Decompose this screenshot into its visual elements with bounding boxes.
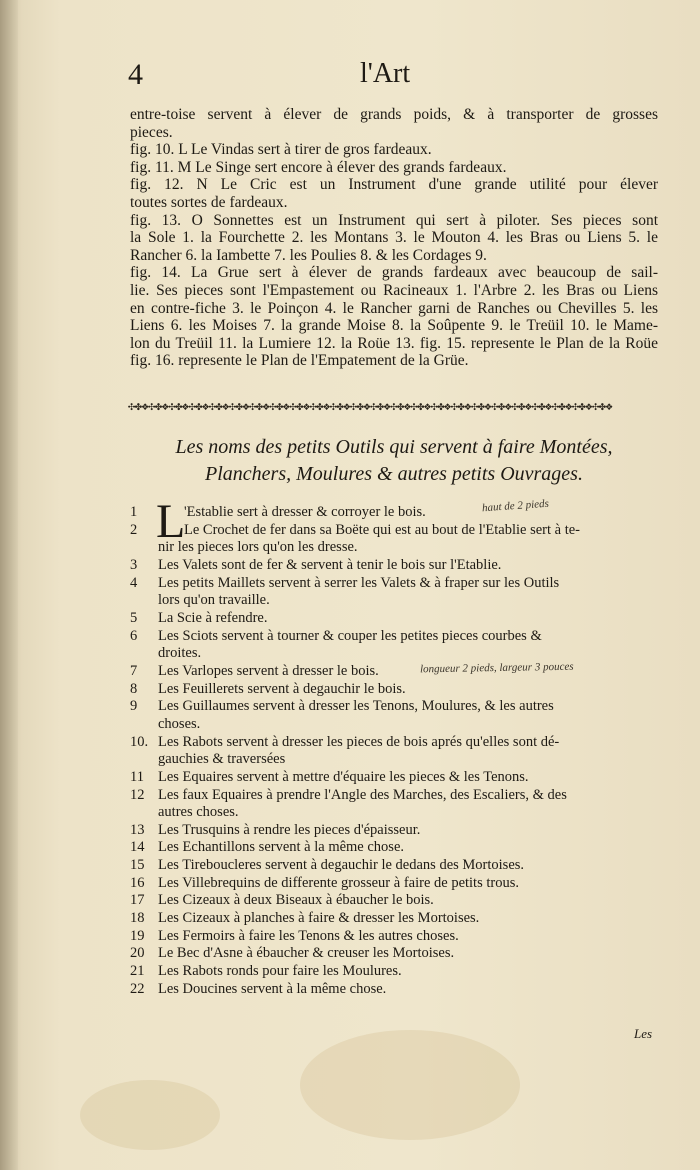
- spine-shadow: [0, 0, 18, 1170]
- item-text: 'Establie sert à dresser & corroyer le bois.: [184, 504, 426, 520]
- page-number: 4: [128, 58, 143, 91]
- item-text: Les Rabots servent à dresser les pieces de bois aprés qu'elles sont dé-: [158, 733, 560, 750]
- item-number: 13: [130, 821, 145, 838]
- ornament-band: ✣✤❖✣✤❖✣✤❖✣✤❖✣✤❖✣✤❖✣✤❖✣✤❖✣✤❖✣✤❖✣✤❖✣✤❖✣✤❖✣✤❖✣✤❖✣✤❖✣✤❖✣✤❖✣✤❖✣✤❖✣✤❖✣✤❖✣✤❖✣✤❖: [128, 399, 613, 413]
- item-text: Les Trusquins à rendre les pieces d'épaisseur.: [158, 821, 421, 838]
- list-item: [130, 734, 658, 752]
- text-line: en contre-fiche 3. le Poinçon 4. le Rancher garni de Ranches ou Chevilles 5. les: [130, 299, 658, 317]
- section-heading: [130, 434, 658, 488]
- list-item: [130, 522, 658, 540]
- item-number: 7: [130, 662, 138, 679]
- item-text: Les Varlopes servent à dresser le bois.: [158, 662, 379, 679]
- item-text: Les Tireboucleres servent à degauchir le dedans des Mortoises.: [158, 857, 525, 874]
- item-text: Les Sciots servent à tourner & couper les petites pieces courbes &: [158, 627, 542, 644]
- item-number: 19: [130, 927, 145, 944]
- handwritten-note: longueur 2 pieds, largeur 3 pouces: [419, 660, 574, 676]
- item-number: 8: [130, 680, 138, 697]
- list-item: [130, 910, 658, 928]
- item-text: autres choses.: [158, 804, 239, 821]
- text-line: fig. 13. O Sonnettes est un Instrument qui sert à piloter. Ses pieces sont: [130, 211, 658, 229]
- item-text: Le Crochet de fer dans sa Boëte qui est au bout de l'Etablie sert à te-: [184, 521, 580, 538]
- item-text: Les petits Maillets servent à serrer les Valets & à fraper sur les Outils: [158, 574, 560, 591]
- text-line: fig. 11. M Le Singe sert encore à élever des grands fardeaux.: [130, 158, 507, 176]
- item-number: 20: [130, 945, 145, 962]
- item-text: Les Echantillons servent à la même chose.: [158, 839, 405, 856]
- list-item: [130, 504, 658, 522]
- list-item: [130, 592, 658, 610]
- water-stain: [300, 1030, 520, 1140]
- item-text: Les Equaires servent à mettre d'équaire les pieces & les Tenons.: [158, 768, 529, 785]
- item-number: 17: [130, 892, 145, 909]
- list-item: [130, 660, 658, 681]
- text-line: fig. 16. represente le Plan de l'Empatement de la Grüe.: [130, 352, 469, 370]
- tool-list: [130, 504, 658, 998]
- item-number: 12: [130, 786, 145, 803]
- text-line: fig. 14. La Grue sert à élever de grands fardeaux avec beaucoup de sail-: [130, 264, 658, 282]
- water-stain: [80, 1080, 220, 1150]
- list-item: [130, 539, 658, 557]
- list-item: [130, 610, 658, 628]
- item-number: 2: [130, 521, 138, 538]
- item-number: 16: [130, 874, 145, 891]
- item-text: Les Cizeaux à planches à faire & dresser les Mortoises.: [158, 910, 480, 927]
- item-number: 15: [130, 857, 145, 874]
- text-line: pieces.: [130, 123, 173, 141]
- list-item: [130, 804, 658, 822]
- list-item: [130, 981, 658, 999]
- item-text: Les Valets sont de fer & servent à tenir le bois sur l'Etablie.: [158, 556, 502, 573]
- item-text: Les Guillaumes servent à dresser les Tenons, Moulures, & les autres: [158, 698, 554, 715]
- list-item: [130, 822, 658, 840]
- handwritten-note: haut de 2 pieds: [481, 497, 550, 515]
- text-line: fig. 12. N Le Cric est un Instrument d'une grande utilité pour élever: [130, 176, 658, 194]
- item-text: La Scie à refendre.: [158, 609, 268, 626]
- heading-line-1: Les noms des petits Outils qui servent à faire Montées,: [175, 436, 613, 458]
- list-item: [130, 575, 658, 593]
- item-text: Les Cizeaux à deux Biseaux à ébaucher le bois.: [158, 892, 434, 909]
- list-item: [130, 557, 658, 575]
- item-text: Les Doucines servent à la même chose.: [158, 980, 387, 997]
- item-text: droites.: [158, 645, 202, 662]
- item-number: 10.: [130, 733, 149, 750]
- item-text: Les Feuillerets servent à degauchir le bois.: [158, 680, 406, 697]
- list-item: [130, 645, 658, 663]
- heading-line-2: Planchers, Moulures & autres petits Ouvrages.: [205, 463, 583, 485]
- text-line: toutes sortes de fardeaux.: [130, 193, 288, 211]
- item-number: 1: [130, 504, 138, 520]
- list-item: [130, 945, 658, 963]
- item-number: 4: [130, 574, 138, 591]
- item-number: 9: [130, 698, 138, 715]
- item-number: 6: [130, 627, 138, 644]
- catchword: Les: [634, 1026, 653, 1041]
- text-line: fig. 10. L Le Vindas sert à tirer de gros fardeaux.: [130, 141, 432, 159]
- text-line: Liens 6. les Moises 7. la grande Moise 8. la Soûpente 9. le Treüil 10. le Mame-: [130, 317, 658, 335]
- list-item: [130, 928, 658, 946]
- text-line: lie. Ses pieces sont l'Empastement ou Racineaux 1. l'Arbre 2. les Bras ou Liens: [130, 281, 658, 299]
- item-number: 5: [130, 609, 138, 626]
- item-text: lors qu'on travaille.: [158, 592, 270, 609]
- text-line: lon du Treüil 11. la Lumiere 12. la Roüe 13. fig. 15. represente le Plan de la Roüe: [130, 334, 658, 352]
- drop-cap: L: [156, 495, 186, 548]
- item-text: Les Rabots ronds pour faire les Moulures.: [158, 963, 402, 980]
- text-line: entre-toise servent à élever de grands poids, & à transporter de grosses: [130, 106, 658, 123]
- item-number: 22: [130, 980, 145, 997]
- list-item: [130, 769, 658, 787]
- item-number: 3: [130, 556, 138, 573]
- item-text: choses.: [158, 715, 201, 732]
- figure-descriptions: [130, 106, 658, 370]
- text-line: Rancher 6. la Iambette 7. les Poulies 8. & les Cordages 9.: [130, 246, 487, 264]
- list-item: [130, 681, 658, 699]
- item-number: 21: [130, 963, 145, 980]
- item-text: Le Bec d'Asne à ébaucher & creuser les Mortoises.: [158, 945, 455, 962]
- text-line: la Sole 1. la Fourchette 2. les Montans 3. le Mouton 4. les Bras ou Liens 5. le: [130, 229, 658, 247]
- running-head: l'Art: [360, 58, 411, 89]
- item-text: Les Fermoirs à faire les Tenons & les autres choses.: [158, 927, 459, 944]
- item-text: gauchies & traversées: [158, 751, 286, 768]
- item-text: Les faux Equaires à prendre l'Angle des Marches, des Escaliers, & des: [158, 786, 567, 803]
- list-item: [130, 892, 658, 910]
- list-item: [130, 716, 658, 734]
- item-number: 14: [130, 839, 145, 856]
- item-number: 18: [130, 910, 145, 927]
- list-item: [130, 857, 658, 875]
- list-item: [130, 963, 658, 981]
- item-text: Les Villebrequins de differente grosseur à faire de petits trous.: [158, 874, 519, 891]
- list-item: [130, 628, 658, 646]
- list-item: [130, 751, 658, 769]
- list-item: [130, 787, 658, 805]
- list-item: [130, 875, 658, 893]
- item-number: 11: [130, 768, 144, 785]
- list-item: [130, 698, 658, 716]
- item-text: nir les pieces lors qu'on les dresse.: [158, 539, 358, 556]
- list-item: [130, 839, 658, 857]
